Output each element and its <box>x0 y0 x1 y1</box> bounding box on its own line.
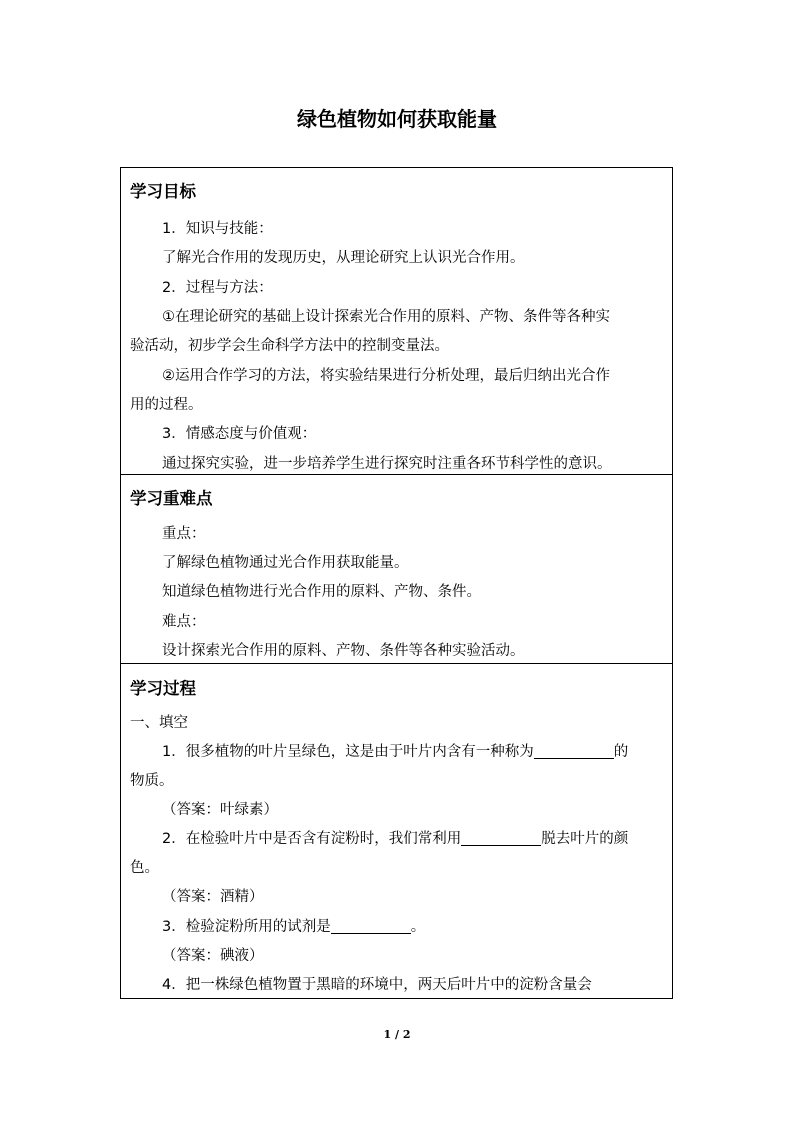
page-number: 1 / 2 <box>383 1028 411 1041</box>
fill-in-title: 一、填空 <box>130 715 188 731</box>
objectives-line: 验活动，初步学会生命科学方法中的控制变量法。 <box>130 338 449 354</box>
answer-2: （答案：酒精） <box>162 889 264 905</box>
objectives-heading: 学习目标 <box>130 182 196 201</box>
question-1: 1．很多植物的叶片呈绿色，这是由于叶片内含有一种称为 的 <box>162 744 629 760</box>
objectives-line: 1．知识与技能： <box>162 221 273 237</box>
question-1-cont: 物质。 <box>130 773 174 789</box>
question-2: 2．在检验叶片中是否含有淀粉时，我们常利用 脱去叶片的颜 <box>162 831 629 847</box>
objectives-line: ①在理论研究的基础上设计探索光合作用的原料、产物、条件等各种实 <box>162 309 610 325</box>
key-points-line: 难点： <box>162 614 206 630</box>
objectives-line: 2．过程与方法： <box>162 280 273 296</box>
key-points-line: 了解绿色植物通过光合作用获取能量。 <box>162 555 409 571</box>
objectives-line: ②运用合作学习的方法，将实验结果进行分析处理，最后归纳出光合作 <box>162 368 610 384</box>
answer-blank <box>331 917 411 934</box>
process-section <box>121 663 672 998</box>
answer-3: （答案：碘液） <box>162 948 264 964</box>
objectives-line: 用的过程。 <box>130 397 203 413</box>
question-2-cont: 色。 <box>130 860 159 876</box>
process-heading: 学习过程 <box>130 679 196 698</box>
document-title: 绿色植物如何获取能量 <box>297 107 497 131</box>
key-points-line: 设计探索光合作用的原料、产物、条件等各种实验活动。 <box>162 643 525 659</box>
answer-blank <box>534 742 614 759</box>
key-points-line: 知道绿色植物进行光合作用的原料、产物、条件。 <box>162 584 481 600</box>
content-table <box>120 167 673 999</box>
question-4: 4．把一株绿色植物置于黑暗的环境中，两天后叶片中的淀粉含量会 <box>162 977 592 993</box>
question-3: 3．检验淀粉所用的试剂是 。 <box>162 919 426 935</box>
key-points-heading: 学习重难点 <box>130 489 213 508</box>
objectives-line: 了解光合作用的发现历史，从理论研究上认识光合作用。 <box>162 250 525 266</box>
key-points-section <box>121 474 672 663</box>
key-points-line: 重点： <box>162 526 206 542</box>
answer-blank <box>461 829 541 846</box>
answer-1: （答案：叶绿素） <box>162 802 278 818</box>
objectives-line: 3．情感态度与价值观： <box>162 426 317 442</box>
objectives-line: 通过探究实验，进一步培养学生进行探究时注重各环节科学性的意识。 <box>162 456 612 472</box>
objectives-section <box>121 168 672 474</box>
